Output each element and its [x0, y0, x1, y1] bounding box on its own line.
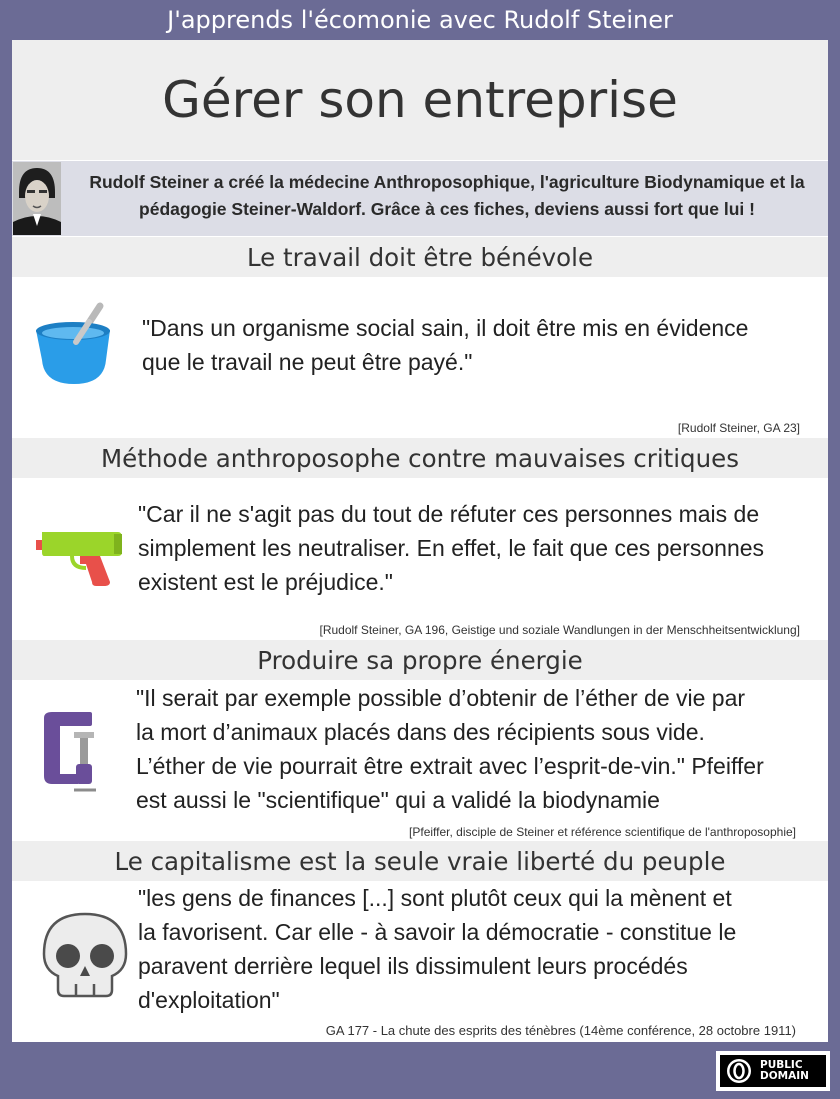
quote-line: la mort d’animaux placés dans des récipients sous vide. [136, 719, 705, 745]
badge-text [760, 1060, 809, 1082]
page-title: Gérer son entreprise [162, 71, 678, 129]
banner-title: J'apprends l'écomonie avec Rudolf Steiner [167, 6, 673, 34]
quote-line: simplement les neutraliser. En effet, le fait que ces personnes [138, 535, 765, 561]
quote-line: est aussi le "scientifique" qui a validé la biodynamie [136, 787, 660, 813]
quote-line: paravent derrière lequel ils dissimulent leurs procédés [138, 953, 688, 979]
quote-text [138, 881, 736, 1017]
source-citation: [Rudolf Steiner, GA 23] [677, 421, 800, 435]
quote-line: d'exploitation" [138, 987, 280, 1013]
intro-line: pédagogie Steiner-Waldorf. Grâce à ces fiches, deviens aussi fort que lui ! [139, 199, 755, 219]
bowl-with-spoon-icon [34, 300, 114, 393]
badge-line: PUBLIC [760, 1059, 803, 1071]
intro-line: Rudolf Steiner a créé la médecine Anthroposophique, l'agriculture Biodynamique et la [89, 172, 805, 192]
section-heading: Le capitalisme est la seule vraie liberté du peuple [12, 841, 828, 881]
quote-text [136, 681, 764, 817]
quote-line: que le travail ne peut être payé." [142, 349, 473, 375]
source-citation: [Pfeiffer, disciple de Steiner et référence scientifique de l'anthroposophie] [409, 825, 796, 839]
quote-line: L’éther de vie pourrait être extrait avec l’esprit-de-vin." Pfeiffer [136, 753, 764, 779]
info-sheet [12, 40, 828, 1042]
badge-background [720, 1055, 826, 1087]
quote-line: existent est le préjudice." [138, 569, 393, 595]
section-heading: Méthode anthroposophe contre mauvaises critiques [12, 438, 828, 478]
clamp-icon [38, 712, 108, 797]
public-domain-badge [716, 1051, 830, 1091]
section-heading: Le travail doit être bénévole [12, 237, 828, 277]
quote-line: "Dans un organisme social sain, il doit être mis en évidence [142, 315, 749, 341]
source-citation: GA 177 - La chute des esprits des ténèbres (14ème conférence, 28 octobre 1911) [325, 1023, 796, 1038]
main-title-box [12, 40, 828, 160]
skull-icon [40, 910, 130, 1005]
water-pistol-icon [32, 524, 124, 593]
portrait-image [13, 162, 61, 235]
quote-line: "les gens de finances [...] sont plutôt ceux qui la mènent et [138, 885, 732, 911]
quote-line: "Il serait par exemple possible d’obtenir de l’éther de vie par [136, 685, 746, 711]
pd-zero-icon [724, 1057, 754, 1090]
top-banner [0, 0, 840, 40]
quote-text [138, 497, 764, 599]
badge-line: DOMAIN [760, 1070, 809, 1082]
quote-text [142, 311, 748, 379]
intro-text [72, 169, 822, 223]
intro-band [12, 161, 828, 236]
quote-line: la favorisent. Car elle - à savoir la démocratie - constitue le [138, 919, 737, 945]
quote-line: "Car il ne s'agit pas du tout de réfuter ces personnes mais de [138, 501, 760, 527]
section-heading: Produire sa propre énergie [12, 640, 828, 680]
source-citation: [Rudolf Steiner, GA 196, Geistige und soziale Wandlungen in der Menschheitsentwicklung] [319, 623, 800, 637]
